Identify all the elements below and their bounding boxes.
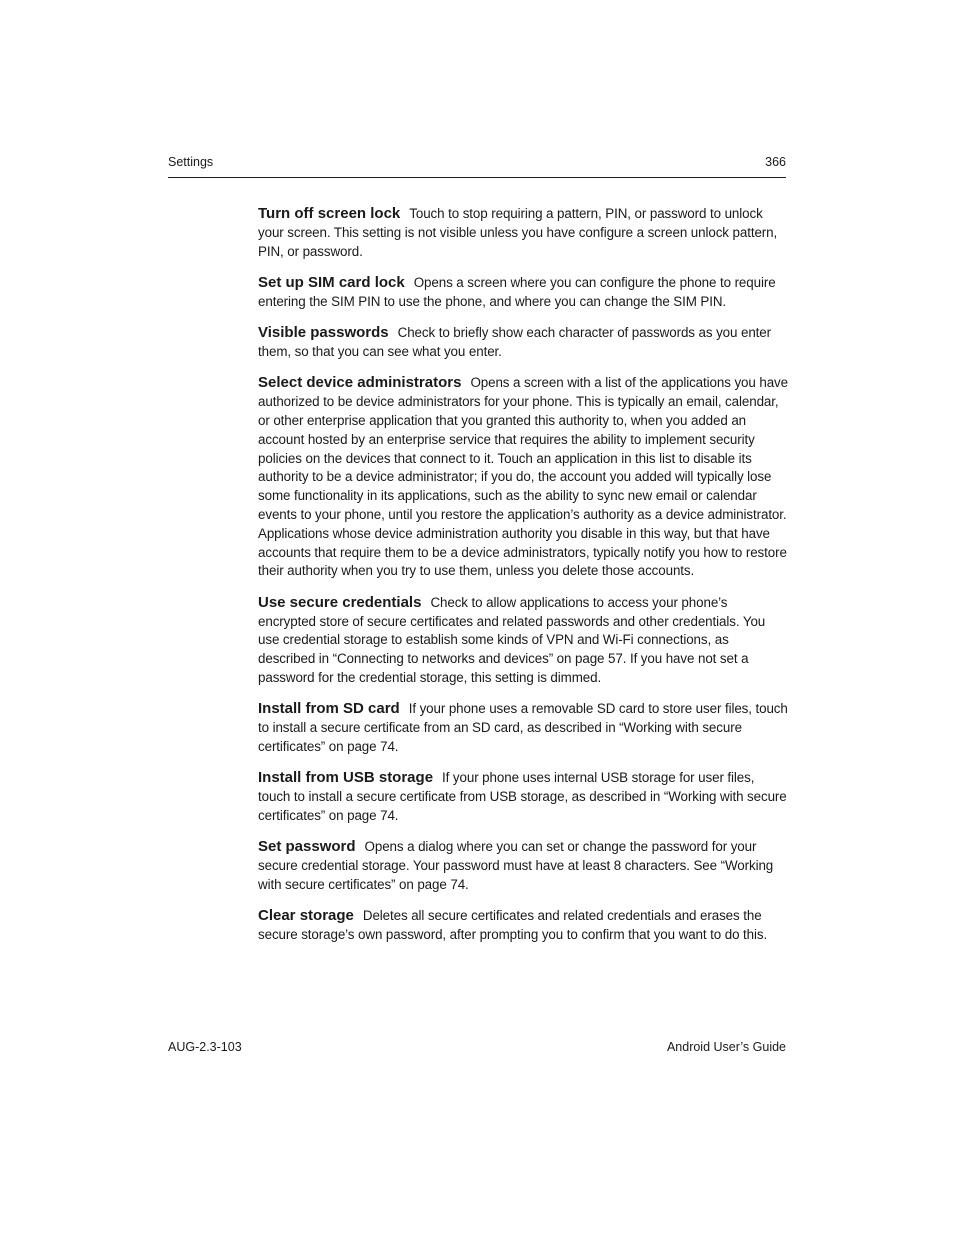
entry-select-device-administrators	[258, 374, 788, 581]
entry-turn-off-screen-lock	[258, 205, 788, 261]
entry-description: Opens a dialog where you can set or change the password for your secure credential storage. Your password must have at least 8 characters. See “Working with secure certificates” on page 74.	[258, 839, 774, 892]
entry-set-password	[258, 838, 788, 894]
entry-set-up-sim-card-lock	[258, 274, 788, 312]
entry-term: Set up SIM card lock	[258, 273, 405, 291]
entry-visible-passwords	[258, 324, 788, 362]
entry-term: Set password	[258, 838, 356, 856]
entry-clear-storage	[258, 907, 788, 945]
header-section-title: Settings	[168, 155, 214, 169]
entry-description: Touch to stop requiring a pattern, PIN, or password to unlock your screen. This setting is not visible unless you have configure a screen unlock pattern, PIN, or password.	[258, 206, 778, 259]
entry-install-from-usb-storage	[258, 769, 788, 825]
entry-description: If your phone uses internal USB storage for user files, touch to install a secure certificate from USB storage, as described in “Working with secure certificates” on page 74.	[258, 770, 787, 823]
entry-description: Deletes all secure certificates and related credentials and erases the secure storage’s own password, after prompting you to confirm that you want to do this.	[258, 908, 768, 943]
entry-term: Clear storage	[258, 907, 354, 925]
entry-install-from-sd-card	[258, 700, 788, 756]
entry-term: Select device administrators	[258, 374, 462, 392]
header-page-number: 366	[765, 155, 786, 169]
entry-term: Install from USB storage	[258, 769, 434, 787]
entry-term: Turn off screen lock	[258, 205, 401, 222]
entry-description: If your phone uses a removable SD card to store user files, touch to install a secure certificate from an SD card, as described in “Working with secure certificates” on page 74.	[258, 701, 788, 754]
page-header	[168, 155, 786, 178]
entry-term: Install from SD card	[258, 700, 400, 718]
footer-doc-title: Android User’s Guide	[666, 1040, 786, 1054]
entry-term: Visible passwords	[258, 324, 389, 342]
footer-doc-id: AUG-2.3-103	[168, 1040, 242, 1054]
settings-descriptions	[258, 205, 788, 957]
entry-use-secure-credentials	[258, 594, 788, 688]
entry-term: Use secure credentials	[258, 593, 422, 611]
entry-description: Opens a screen with a list of the applications you have authorized to be device administrators for your phone. This is typically an email, calendar, or other enterprise application that you granted this authority to, when you added an account hosted by an enterprise service that requires the ability to implement security policies on the devices that connect to it. Touch an application in this list to disable its authority to be a device administrator; if you do, the account you added will typically lose some functionality in its applications, such as the ability to sync new email or calendar events to your phone, until you restore the application’s authority as a device administrator. Applications whose device administration authority you disable in this way, but that have accounts that require them to be a device administrators, typically notify you how to restore their authority when you try to use them, unless you delete those accounts.	[258, 375, 788, 579]
entry-description: Check to briefly show each character of passwords as you enter them, so that you can see what you enter.	[258, 325, 772, 359]
entry-description: Check to allow applications to access your phone’s encrypted store of secure certificates and related passwords and other credentials. You use credential storage to establish some kinds of VPN and Wi-Fi connections, as described in “Connecting to networks and devices” on page 57. If you have not set a password for the credential storage, this setting is dimmed.	[258, 594, 766, 685]
entry-description: Opens a screen where you can configure the phone to require entering the SIM PIN to use the phone, and where you can change the SIM PIN.	[258, 274, 776, 309]
